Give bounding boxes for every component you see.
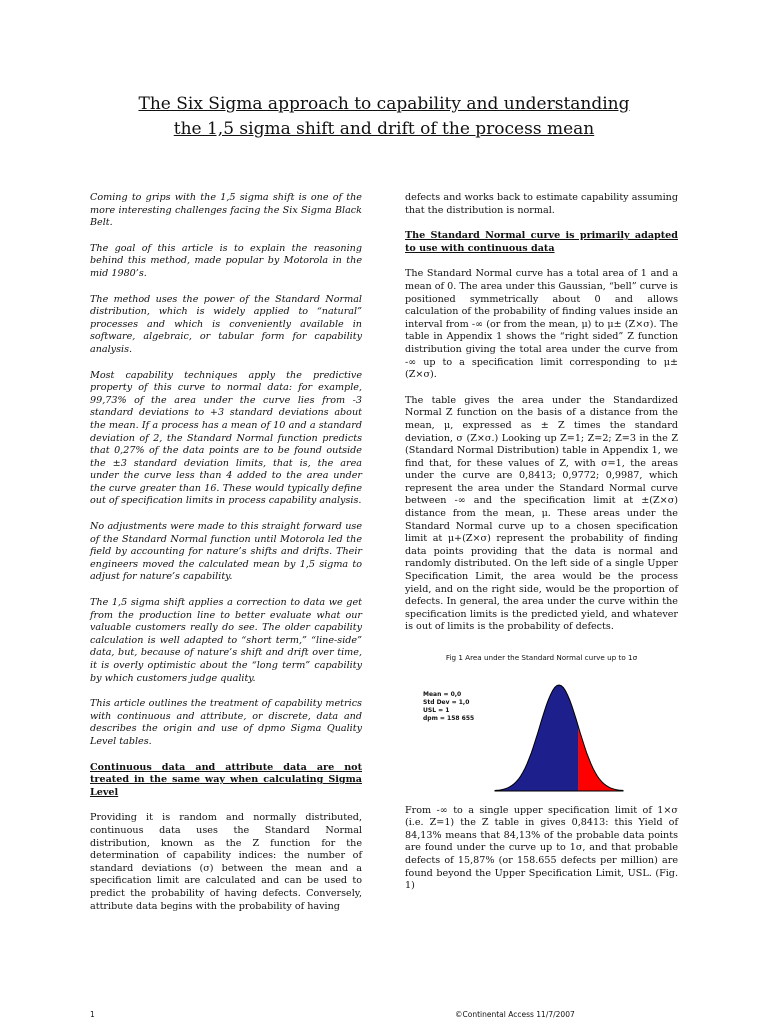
paragraph: The Standard Normal curve has a total area of 1 and a mean of 0. The area under this Gaussian, “bell” curve is positioned symmetrically about 0 and allows calculation of the probability of finding values inside an interval from -∞ (or from the mean, μ) to μ± (Z×σ). The table in Appendix 1 shows the “right sided” Z function distribution giving the total area under the curve from -∞ up to a specification limit corresponding to μ±(Z×σ).	[405, 268, 678, 381]
paragraph: The table gives the area under the Standardized Normal Z function on the basis of a distance from the mean, μ, expressed as ± Z times the standard deviation, σ (Z×σ.) Looking up Z=1; Z=2; Z=3 in the Z (Standard Normal Distribution) table in Appendix 1, we find that, for these values of Z, with σ=1, the areas under the curve are 0,8413; 0,9772; 0,9987, which represent the area under the Standard Normal curve between -∞ and the specification limit at ±(Z×σ) distance from the mean, μ. These areas under the Standard Normal curve up to a chosen specification limit at μ+(Z×σ) represent the probability of finding data points providing that the data is normal and randomly distributed. On the left side of a single Upper Specification Limit, the area would be the process yield, and on the right side, would be the proportion of defects. In general, the area under the curve within the specification limits is the predicted yield, and whatever is out of limits is the probability of defects.	[405, 394, 678, 633]
left-column	[90, 192, 362, 926]
annotation-std-dev: Std Dev = 1,0	[423, 698, 470, 706]
title-line-2: the 1,5 sigma shift and drift of the process mean	[173, 119, 595, 139]
paragraph: The goal of this article is to explain the reasoning behind this method, made popular by Motorola in the mid 1980’s.	[90, 242, 362, 279]
annotation-mean: Mean = 0,0	[423, 690, 462, 698]
paragraph: Coming to grips with the 1,5 sigma shift is one of the more interesting challenges facing the Six Sigma Black Belt.	[90, 192, 362, 229]
annotation-dpm: dpm = 158 655	[423, 714, 475, 722]
yield-area	[495, 685, 578, 791]
normal-curve-chart	[405, 675, 678, 795]
section-heading: The Standard Normal curve is primarily adapted to use with continuous data	[405, 230, 678, 254]
chart-annotations	[423, 691, 474, 723]
annotation-usl: USL = 1	[423, 706, 450, 714]
page-title	[60, 92, 708, 142]
copyright: ©Continental Access 11/7/2007	[455, 1010, 575, 1019]
paragraph: This article outlines the treatment of capability metrics with continuous and attribute, or discrete, data and describes the origin and use of dpmo Sigma Quality Level tables.	[90, 698, 362, 747]
paragraph: Providing it is random and normally distributed, continuous data uses the Standard Normal distribution, known as the Z function for the determination of capability indices: the number of standard deviations (σ) between the mean and a specification limit are calculated and can be used to predict the probability of having defects. Conversely, attribute data begins with the probability of having	[90, 812, 362, 912]
defect-area	[578, 726, 623, 790]
page-number: 1	[90, 1010, 95, 1019]
paragraph: No adjustments were made to this straight forward use of the Standard Normal function until Motorola led the field by accounting for nature’s shifts and drifts. Their engineers moved the calculated mean by 1,5 sigma to adjust for nature’s capability.	[90, 521, 362, 583]
intro-section	[90, 192, 362, 749]
paragraph: Most capability techniques apply the predictive property of this curve to normal data: for example, 99,73% of the area under the curve lies from -3 standard deviations to +3 standard deviations about the mean. If a process has a mean of 10 and a standard deviation of 2, the Standard Normal function predicts that 0,27% of the data points are to be found outside the ±3 standard deviation limits, that is, the area under the curve less than 4 added to the area under the curve greater than 16. These would typically define out of specification limits in process capability analysis.	[90, 369, 362, 507]
paragraph: From -∞ to a single upper specification limit of 1×σ (i.e. Z=1) the Z table in gives 0,8413: this Yield of 84,13% means that 84,13% of the probable data points are found under the curve up to 1σ, and that probable defects of 15,87% (or 158.655 defects per million) are found beyond the Upper Specification Limit, USL. (Fig. 1)	[405, 804, 678, 892]
figure-caption: Fig 1 Area under the Standard Normal curve up to 1σ	[445, 653, 638, 662]
right-column	[405, 192, 678, 906]
section-heading: Continuous data and attribute data are not treated in the same way when calculating Sigma Level	[90, 761, 362, 798]
paragraph: The 1,5 sigma shift applies a correction to data we get from the production line to better evaluate what our valuable customers really do see. The older capability calculation is well adapted to “short term,” “line-side” data, but, because of nature’s shift and drift over time, it is overly optimistic about the “long term” capability by which customers judge quality.	[90, 597, 362, 684]
title-line-1: The Six Sigma approach to capability and understanding	[138, 94, 630, 114]
paragraph: The method uses the power of the Standard Normal distribution, which is widely applied to “natural” processes and which is conveniently available in software, algebraic, or tabular form for capability analysis.	[90, 293, 362, 355]
paragraph: defects and works back to estimate capability assuming that the distribution is normal.	[405, 192, 678, 216]
